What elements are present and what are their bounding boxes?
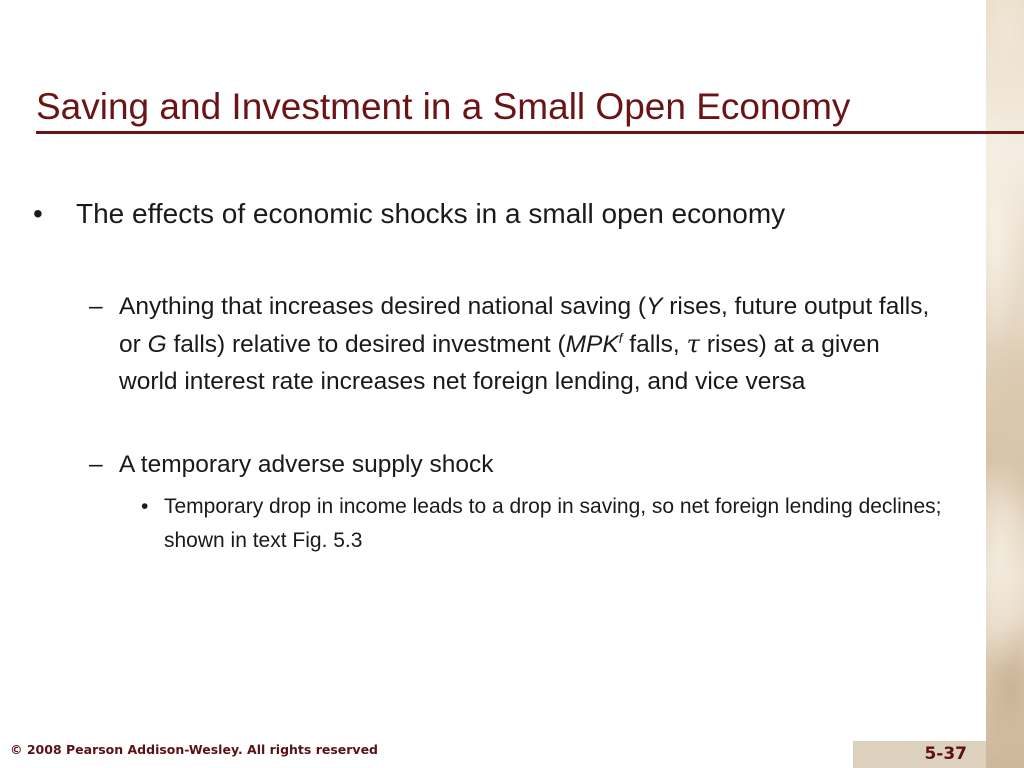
- text-run: rises, future output falls, or: [119, 293, 930, 358]
- text-run: Anything that increases desired national saving (: [119, 293, 647, 320]
- bullet-level1-effects: The effects of economic shocks in a small open economy: [76, 198, 786, 229]
- decorative-side-strip: [986, 0, 1024, 768]
- text-run: falls,: [622, 331, 687, 358]
- bullet-level3-income-drop: Temporary drop in income leads to a drop in saving, so net foreign lending declines; shown in text Fig. 5.3: [164, 495, 942, 552]
- dash-marker: –: [89, 293, 103, 320]
- dash-marker: –: [89, 451, 103, 478]
- title-divider: [36, 131, 1024, 134]
- slide-title: Saving and Investment in a Small Open Economy: [36, 86, 851, 127]
- copyright-footer: © 2008 Pearson Addison-Wesley. All rights reserved: [10, 742, 378, 757]
- page-number: 5-37: [924, 744, 967, 764]
- symbol-mpk: MPK: [565, 331, 619, 358]
- text-run: falls) relative to desired investment (: [166, 331, 566, 358]
- bullet-level2-saving: [119, 288, 944, 400]
- bullet-level2-supply-shock: A temporary adverse supply shock: [119, 451, 494, 478]
- symbol-tau: τ: [686, 329, 701, 358]
- text-run: rises) at a given world interest rate increases net foreign lending, and vice versa: [119, 331, 880, 395]
- symbol-g: G: [147, 331, 167, 358]
- bullet-marker: •: [33, 198, 43, 229]
- bullet-marker: •: [141, 495, 149, 518]
- symbol-y: Y: [646, 293, 663, 320]
- symbol-mpk-superscript: f: [618, 330, 623, 346]
